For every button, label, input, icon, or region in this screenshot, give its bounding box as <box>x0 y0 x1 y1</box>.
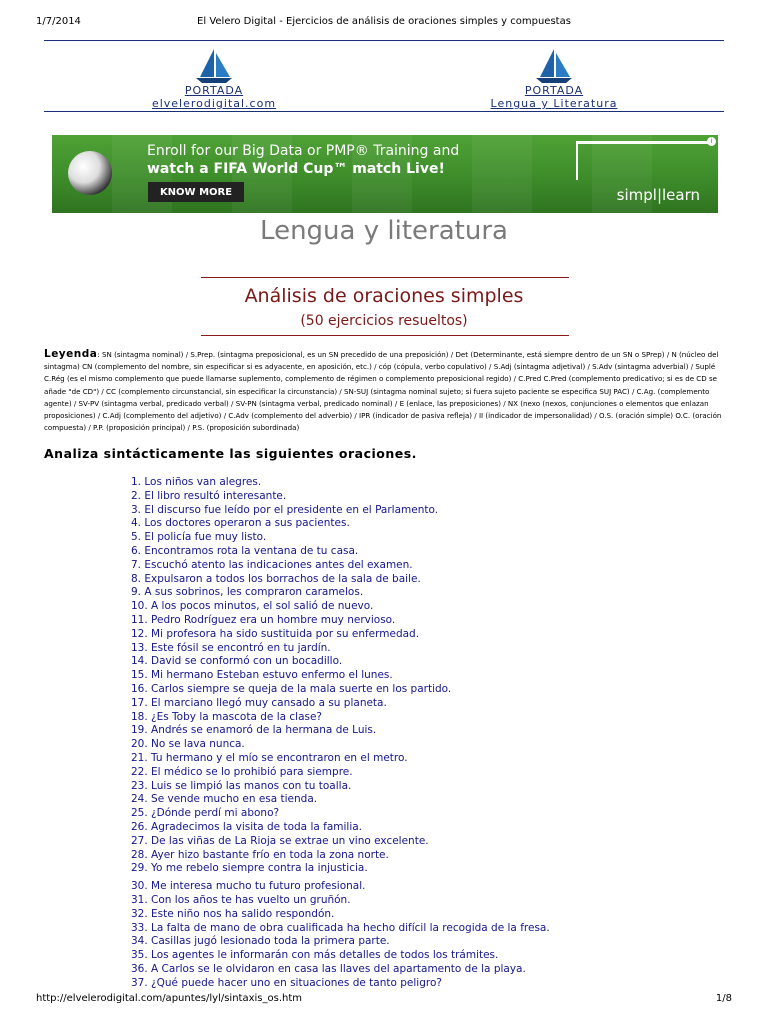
sentence-list <box>131 476 550 990</box>
nav-lengua-label: PORTADA <box>524 84 584 97</box>
legend-label: Leyenda <box>44 348 98 360</box>
page-content <box>44 40 724 989</box>
list-item: 35. Los agentes le informarán con más detalles de todos los trámites. <box>131 949 499 962</box>
list-item: 8. Expulsaron a todos los borrachos de la sala de baile. <box>131 572 421 585</box>
sailboat-logo-icon <box>532 47 576 85</box>
print-url: http://elvelerodigital.com/apuntes/lyl/sintaxis_os.htm <box>36 993 302 1004</box>
list-item: 12. Mi profesora ha sido sustituida por su enfermedad. <box>131 627 420 640</box>
list-item: 28. Ayer hizo bastante frío en toda la zona norte. <box>131 848 389 861</box>
list-item: 26. Agradecimos la visita de toda la familia. <box>131 820 363 833</box>
list-item: 3. El discurso fue leído por el presidente en el Parlamento. <box>131 503 439 516</box>
list-item: 5. El policía fue muy listo. <box>131 531 267 544</box>
section-title: Lengua y literatura <box>260 216 508 246</box>
list-item: 17. El marciano llegó muy cansado a su planeta. <box>131 696 387 709</box>
list-item: 24. Se vende mucho en esa tienda. <box>131 793 318 806</box>
list-item: 7. Escuchó atento las indicaciones antes del examen. <box>131 558 413 571</box>
page-title: Análisis de oraciones simples <box>244 285 524 307</box>
list-item: 10. A los pocos minutos, el sol salió de nuevo. <box>131 600 374 613</box>
top-divider <box>201 277 569 278</box>
nav-home-site: elvelerodigital.com <box>151 97 277 110</box>
list-item: 6. Encontramos rota la ventana de tu casa. <box>131 544 359 557</box>
goal-post-icon <box>576 141 708 180</box>
list-item: 19. Andrés se enamoró de la hermana de Luis. <box>131 724 377 737</box>
nav-lengua-link[interactable] <box>454 41 654 110</box>
ad-line-1: Enroll for our Big Data or PMP® Training and <box>147 143 460 159</box>
list-item: 15. Mi hermano Esteban estuvo enfermo el lunes. <box>131 669 393 682</box>
list-item: 9. A sus sobrinos, les compraron caramelos. <box>131 586 364 599</box>
list-item: 30. Me interesa mucho tu futuro profesional. <box>131 880 366 893</box>
list-item: 22. El médico se lo prohibió para siempre. <box>131 765 353 778</box>
list-item: 27. De las viñas de La Rioja se extrae un vino excelente. <box>131 834 429 847</box>
legend-text: : SN (sintagma nominal) / S.Prep. (sintagma preposicional, es un SN precedido de una preposición) / Det (Determinante, está siempre dentro de un SN o SPrep) / N (núcleo del sintagma) CN (complemento del nombre, sin especificar si es adyacente, en aposición, etc.) / cóp (cópula, verbo copulativo) / S.Adj (sintagma adjetival) / S.Adv (sintagma adverbial) / Suplé C.Rég (es el mismo complemento que puede llamarse suplemento, complemento de régimen o complemento preposicional regido) / C.Pred C.Pred (complemento predicativo; si es de CD se añade "de CD") / CC (complemento circunstancial, sin especificar la circunstancia) / SN-SUJ (sintagma nominal sujeto; si fuera sujeto paciente se especifica SUJ PAC) / C.Ag. (complemento agente) / SV-PV (sintagma verbal, predicado verbal) / SV-PN (sintagma verbal, predicado nominal) / E (enlace, las preposiciones) / NX (nexo (nexos, conjunciones o elementos que enlazan proposiciones) / C.Adj (complemento del adjetivo) / C.Adv (complemento del adverbio) / IPR (indicador de pasiva refleja) / II (indicador de impersonalidad) / O.S. (oración simple) O.C. (oración compuesta) / P.P. (proposición principal) / P.S. (proposición subordinada) <box>44 350 722 433</box>
print-footer <box>36 993 732 1004</box>
list-item: 21. Tu hermano y el mío se encontraron en el metro. <box>131 751 408 764</box>
list-item: 33. La falta de mano de obra cualificada ha hecho difícil la recogida de la fresa. <box>131 921 550 934</box>
list-item: 29. Yo me rebelo siempre contra la injusticia. <box>131 862 368 875</box>
list-item: 31. Con los años te has vuelto un gruñón. <box>131 893 351 906</box>
ad-info-icon[interactable]: i <box>707 137 716 146</box>
list-item: 1. Los niños van alegres. <box>131 476 262 488</box>
nav-home-label: PORTADA <box>184 84 244 97</box>
list-item: 23. Luis se limpió las manos con tu toalla. <box>131 779 352 792</box>
list-item: 20. No se lava nunca. <box>131 738 245 751</box>
bottom-divider <box>201 335 569 336</box>
list-item: 37. ¿Qué puede hacer uno en situaciones de tanto peligro? <box>131 976 442 989</box>
list-item: 36. A Carlos se le olvidaron en casa las llaves del apartamento de la playa. <box>131 962 526 975</box>
list-item: 25. ¿Dónde perdí mi abono? <box>131 807 280 820</box>
top-nav <box>44 40 724 112</box>
list-item: 16. Carlos siempre se queja de la mala suerte en los partido. <box>131 682 452 695</box>
know-more-button[interactable]: KNOW MORE <box>148 182 244 202</box>
list-item: 4. Los doctores operaron a sus pacientes. <box>131 517 350 530</box>
ad-banner[interactable] <box>52 135 718 213</box>
list-item: 34. Casillas jugó lesionado toda la primera parte. <box>131 935 390 948</box>
nav-lengua-section: Lengua y Literatura <box>490 97 618 110</box>
ad-line-2: watch a FIFA World Cup™ match Live! <box>147 161 445 177</box>
print-title: El Velero Digital - Ejercicios de análisis de oraciones simples y compuestas <box>197 16 571 27</box>
list-item: 14. David se conformó con un bocadillo. <box>131 655 343 668</box>
legend <box>44 348 730 434</box>
list-item: 18. ¿Es Toby la mascota de la clase? <box>131 710 323 723</box>
sailboat-logo-icon <box>192 47 236 85</box>
print-date: 1/7/2014 <box>36 16 81 27</box>
list-item: 2. El libro resultó interesante. <box>131 489 287 502</box>
list-item: 13. Este fósil se encontró en tu jardín. <box>131 641 331 654</box>
nav-home-link[interactable] <box>114 41 314 110</box>
list-item: 32. Este niño nos ha salido respondón. <box>131 907 335 920</box>
instruction-heading: Analiza sintácticamente las siguientes oraciones. <box>44 446 417 461</box>
page-subtitle: (50 ejercicios resueltos) <box>300 313 468 329</box>
ad-brand-logo: simpl|learn <box>616 186 700 204</box>
page-number: 1/8 <box>715 993 732 1004</box>
soccer-ball-icon <box>68 151 112 195</box>
list-item: 11. Pedro Rodríguez era un hombre muy nervioso. <box>131 613 396 626</box>
print-header <box>36 16 732 27</box>
